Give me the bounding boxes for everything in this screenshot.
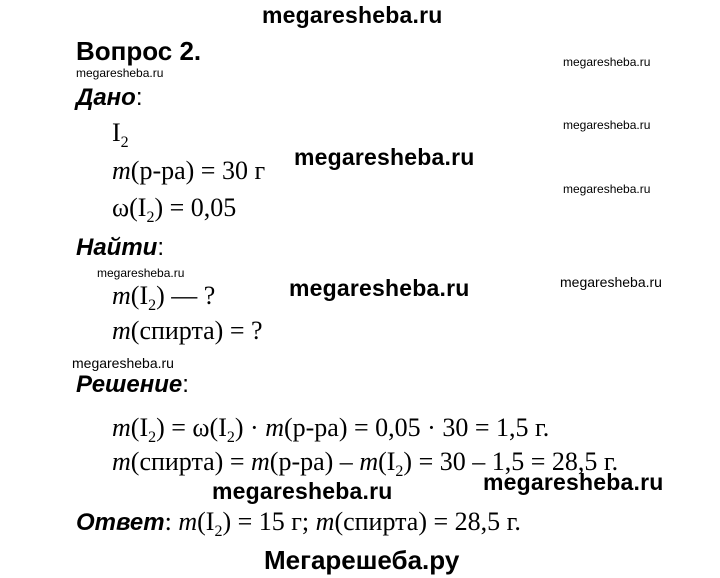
watermark-under-title: megaresheba.ru (76, 66, 164, 80)
watermark-right-3: megaresheba.ru (563, 182, 651, 196)
watermark-right-1: megaresheba.ru (563, 55, 651, 69)
solution-label: Решение: (76, 371, 189, 398)
footer-site-name: Мегарешеба.ру (264, 545, 460, 575)
given-mass-fraction: $\omega(I_2) = 0,05$ (112, 193, 237, 226)
watermark-under-find: megaresheba.ru (97, 266, 185, 280)
solution-line-1: $m(I_2) = \omega(I_2) \cdot m(р-ра) = 0,05 \cdot 30 = 1,5$ г. (112, 413, 550, 446)
watermark-before-solution: megaresheba.ru (72, 355, 174, 371)
given-label: Дано: (76, 84, 143, 111)
watermark-top: megaresheba.ru (262, 2, 443, 28)
question-title: Вопрос 2. (76, 36, 202, 66)
find-label: Найти: (76, 234, 165, 261)
watermark-mid-given: megaresheba.ru (294, 144, 475, 170)
solution-line-2: m(спирта) = $m(р-ра) - m(I_2) = 30 - 1,5 = 28,5$ г. (112, 447, 619, 480)
watermark-bottom-left: megaresheba.ru (212, 478, 393, 504)
find-item-alcohol: m(спирта) = ? (112, 316, 263, 345)
answer-line: Ответ: $m(I_2) = 15$ г; m(спирта) = 28,5 г. (76, 507, 521, 540)
watermark-bottom-right: megaresheba.ru (483, 469, 664, 495)
given-substance: $I_2$ (112, 118, 129, 151)
given-mass-solution: m(р-ра) = 30 г (112, 156, 266, 185)
watermark-mid-find: megaresheba.ru (289, 275, 470, 301)
watermark-right-find: megaresheba.ru (560, 274, 662, 290)
find-item-iodine: $m(I_2)$ — ? (112, 281, 216, 314)
watermark-right-2: megaresheba.ru (563, 118, 651, 132)
